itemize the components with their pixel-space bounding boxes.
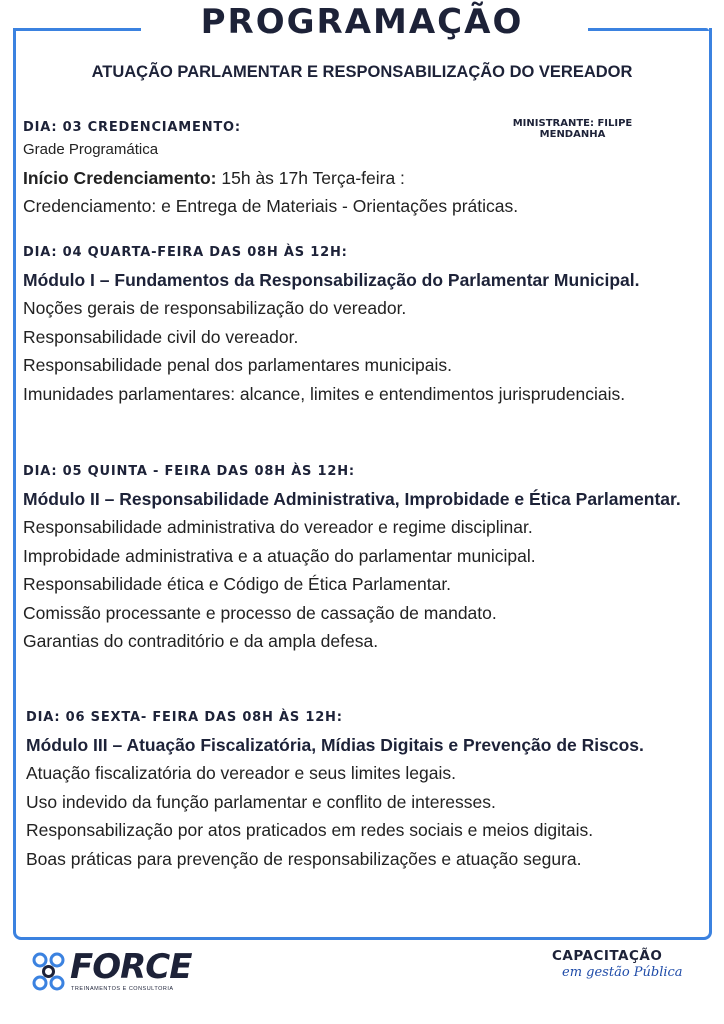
course-subtitle: ATUAÇÃO PARLAMENTAR E RESPONSABILIZAÇÃO DO VEREADOR [91, 63, 633, 81]
start-text: 15h às 17h Terça-feira : [216, 168, 405, 188]
topic-item: Imunidades parlamentares: alcance, limites e entendimentos jurisprudenciais. [23, 383, 626, 404]
topic-item: Responsabilidade administrativa do vereador e regime disciplinar. [23, 517, 533, 537]
instructor-line-2: MENDANHA [539, 129, 606, 140]
force-emblem-icon [30, 950, 68, 994]
day-3-topics [23, 513, 703, 656]
topic-item: Garantias do contraditório e da ampla defesa. [23, 631, 379, 651]
start-line [23, 164, 703, 192]
capacitacao-logo [548, 948, 688, 988]
topic-item: Noções gerais de responsabilização do vereador. [23, 298, 407, 318]
day-1-detail: Credenciamento: e Entrega de Materiais - Orientações práticas. [23, 196, 519, 216]
page-title: PROGRAMAÇÃO [200, 2, 524, 42]
topic-item: Responsabilidade civil do vereador. [23, 326, 299, 347]
day-3-section [23, 464, 703, 656]
topic-item: Improbidade administrativa e a atuação do parlamentar municipal. [23, 545, 536, 566]
capacitacao-title: CAPACITAÇÃO [552, 948, 663, 964]
day-1-heading: DIA: 03 CREDENCIAMENTO: [23, 120, 241, 135]
capacitacao-subtitle: em gestão Pública [562, 965, 683, 980]
force-name: FORCE [70, 947, 192, 987]
module-3-title: Módulo III – Atuação Fiscalizatória, Mídias Digitais e Prevenção de Riscos. [26, 735, 644, 755]
start-label: Início Credenciamento: [23, 168, 217, 188]
topic-item: Uso indevido da função parlamentar e conflito de interesses. [26, 791, 496, 812]
force-logo [30, 947, 192, 998]
day-2-section [23, 245, 703, 408]
day-2-heading: DIA: 04 QUARTA-FEIRA DAS 08H ÀS 12H: [23, 245, 348, 260]
module-1-title: Módulo I – Fundamentos da Responsabilização do Parlamentar Municipal. [23, 270, 640, 290]
day-4-section [26, 710, 706, 873]
day-2-topics [23, 294, 703, 408]
day-1-section [23, 120, 703, 220]
topic-item: Boas práticas para prevenção de responsabilizações e atuação segura. [26, 848, 582, 869]
topic-item: Atuação fiscalizatória do vereador e seus limites legais. [26, 763, 456, 783]
topic-item: Responsabilidade ética e Código de Ética Parlamentar. [23, 574, 452, 594]
topic-item: Responsabilidade penal dos parlamentares municipais. [23, 355, 453, 375]
topic-item: Comissão processante e processo de cassação de mandato. [23, 602, 497, 623]
module-2-title: Módulo II – Responsabilidade Administrativa, Improbidade e Ética Parlamentar. [23, 489, 681, 509]
grid-label: Grade Programática [23, 141, 159, 158]
topic-item: Responsabilização por atos praticados em redes sociais e meios digitais. [26, 820, 594, 840]
day-3-heading: DIA: 05 QUINTA - FEIRA DAS 08H ÀS 12H: [23, 464, 355, 479]
force-tagline: TREINAMENTOS E CONSULTORIA [71, 986, 174, 992]
day-4-heading: DIA: 06 SEXTA- FEIRA DAS 08H ÀS 12H: [26, 710, 343, 725]
day-4-topics [26, 759, 706, 873]
frame-top-left-border [13, 28, 141, 31]
frame-top-right-border [588, 28, 709, 31]
instructor-line-1: MINISTRANTE: FILIPE [512, 118, 633, 129]
